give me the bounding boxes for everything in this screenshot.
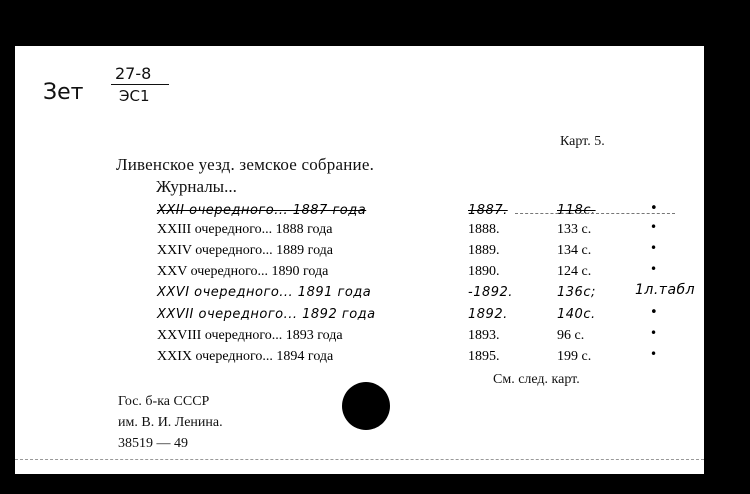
entry-label: XXVI очередного... 1891 года [157, 285, 372, 300]
entry-row [15, 307, 704, 327]
entry-year: 1893. [468, 328, 500, 343]
entry-label: XXVII очередного... 1892 года [157, 307, 376, 322]
handwritten-numerator: 27-8 [115, 64, 152, 83]
entry-mark: • [650, 305, 659, 320]
bottom-guide-line [15, 459, 704, 460]
entry-label: XXV очередного... 1890 года [157, 264, 329, 279]
entry-pages: 124 с. [557, 264, 592, 279]
fraction-bar [111, 84, 169, 85]
entry-pages: 199 с. [557, 349, 592, 364]
entry-year: 1890. [468, 264, 500, 279]
entry-pages: 136с; [557, 285, 596, 300]
entry-mark: 1л.табл [635, 282, 696, 298]
library-line-3: 38519 — 49 [118, 436, 188, 451]
entry-pages: 134 с. [557, 243, 592, 258]
entry-row [15, 349, 704, 369]
entry-pages: 140с. [557, 307, 596, 322]
entry-mark: • [650, 262, 658, 276]
entry-row [15, 222, 704, 242]
entry-mark: • [650, 220, 658, 234]
entry-mark: • [650, 326, 658, 340]
entry-label: XXII очередного... 1887 года [157, 203, 367, 218]
record-heading: Ливенское уезд. земское собрание. [116, 155, 375, 174]
entry-year: 1892. [468, 307, 508, 322]
entry-year: 1888. [468, 222, 500, 237]
entry-row [15, 282, 704, 305]
card-number: Карт. 5. [560, 134, 605, 149]
entry-label: XXIV очередного... 1889 года [157, 243, 333, 258]
entry-year: 1889. [468, 243, 500, 258]
library-line-1: Гос. б-ка СССР [118, 394, 210, 409]
entry-label: XXIX очередного... 1894 года [157, 349, 334, 364]
entry-row [15, 243, 704, 263]
entry-pages: 133 с. [557, 222, 592, 237]
library-line-2: им. В. И. Ленина. [118, 415, 223, 430]
punch-hole [342, 382, 390, 430]
entry-label: XXIII очередного... 1888 года [157, 222, 333, 237]
entry-pages: 118с. [557, 203, 596, 218]
handwritten-prefix: Зет [43, 80, 84, 105]
entry-mark: • [650, 201, 659, 216]
catalog-card [15, 46, 704, 474]
handwritten-denominator: ЭС1 [119, 87, 150, 105]
entry-mark: • [650, 347, 658, 361]
entry-mark: • [650, 241, 658, 255]
entry-strike-dots [515, 213, 675, 214]
entry-year: 1887. [468, 203, 508, 218]
entry-label: XXVIII очередного... 1893 года [157, 328, 343, 343]
entry-pages: 96 с. [557, 328, 585, 343]
record-subheading: Журналы... [156, 177, 237, 196]
entry-year: -1892. [468, 285, 513, 300]
see-next-card: См. след. карт. [493, 372, 580, 387]
entry-row [15, 264, 704, 284]
entry-row [15, 328, 704, 348]
entry-year: 1895. [468, 349, 500, 364]
